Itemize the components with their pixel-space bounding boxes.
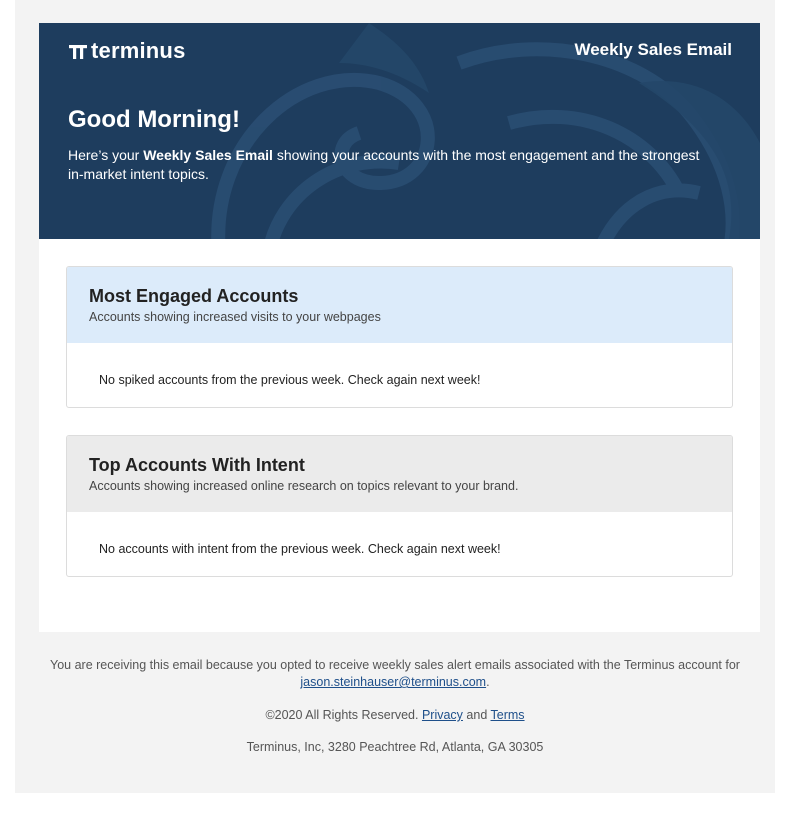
section-subtitle: Accounts showing increased online research on topics relevant to your brand. — [89, 479, 519, 493]
terminus-logo-icon — [68, 42, 88, 60]
copyright-text: ©2020 All Rights Reserved. — [265, 708, 422, 722]
intro-suffix: showing your accounts with the most engagement and the strongest in-market intent topics. — [68, 147, 700, 182]
footer-notice-period: . — [486, 675, 490, 689]
empty-message: No spiked accounts from the previous week. Check again next week! — [99, 373, 481, 387]
section-title: Top Accounts With Intent — [89, 455, 305, 475]
terms-link[interactable]: Terms — [490, 708, 525, 722]
email-footer — [15, 657, 775, 756]
empty-message: No accounts with intent from the previous week. Check again next week! — [99, 542, 501, 556]
intro-text — [68, 146, 708, 184]
hero-banner — [39, 23, 760, 239]
logo-text: terminus — [91, 38, 186, 63]
greeting-heading: Good Morning! — [68, 106, 240, 133]
email-card — [39, 23, 760, 632]
account-email-link[interactable]: jason.steinhauser@terminus.com — [300, 675, 487, 689]
most-engaged-accounts-section — [66, 266, 733, 408]
intro-prefix: Here’s your — [68, 147, 144, 163]
and-text: and — [462, 708, 491, 722]
intro-bold: Weekly Sales Email — [143, 147, 273, 163]
footer-notice — [15, 657, 775, 691]
terminus-logo[interactable] — [68, 38, 186, 64]
top-accounts-intent-section — [66, 435, 733, 577]
section-subtitle: Accounts showing increased visits to your webpages — [89, 310, 381, 324]
email-background — [15, 0, 775, 793]
email-title: Weekly Sales Email — [574, 40, 732, 59]
privacy-link[interactable]: Privacy — [421, 708, 463, 722]
footer-copyright — [15, 707, 775, 724]
section-header — [67, 436, 732, 512]
footer-notice-text: You are receiving this email because you opted to receive weekly sales alert emails associated with the Terminus account for — [50, 658, 740, 672]
section-header — [67, 267, 732, 343]
section-title: Most Engaged Accounts — [89, 286, 299, 306]
footer-address: Terminus, Inc, 3280 Peachtree Rd, Atlanta, GA 30305 — [246, 740, 544, 754]
